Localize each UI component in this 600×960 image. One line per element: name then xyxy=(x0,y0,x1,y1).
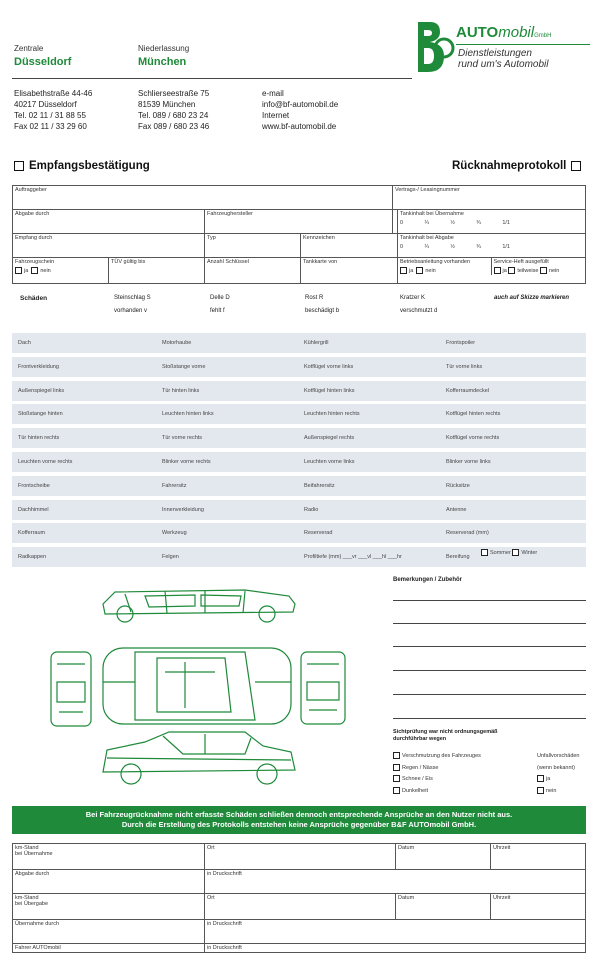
damage-row xyxy=(12,500,586,520)
niederlassung-city: München xyxy=(138,56,187,68)
damage-row xyxy=(12,452,586,472)
logo-brand-bold: AUTO xyxy=(456,24,499,41)
car-side-view-top xyxy=(103,590,295,622)
legend-verschmutzt: verschmutzt d xyxy=(400,308,438,314)
unfall-nein-checkbox[interactable] xyxy=(537,787,544,794)
field-km-uebergabe[interactable]: km-Stand bei Übergabe xyxy=(13,894,205,920)
address-line: info@bf-automobil.de xyxy=(262,100,339,109)
damage-row xyxy=(12,357,586,377)
damage-row xyxy=(12,381,586,401)
betriebsanleitung-nein-checkbox[interactable] xyxy=(416,267,423,274)
field-fahrzeugschein[interactable]: Fahrzeugschein ja nein xyxy=(13,258,109,284)
disclaimer-banner xyxy=(12,806,586,834)
damage-item[interactable]: Außenspiegel links xyxy=(18,387,65,394)
title-right-label: Rücknahmeprotokoll xyxy=(452,160,567,172)
fahrzeugschein-ja-checkbox[interactable] xyxy=(15,267,22,274)
legend-beschaedigt: beschädigt b xyxy=(305,308,340,314)
damage-item[interactable]: Dachhimmel xyxy=(18,506,49,513)
damage-item[interactable]: Beifahrersitz xyxy=(304,482,335,489)
address-line: Elisabethstraße 44-46 xyxy=(14,89,93,98)
damage-item[interactable]: Leuchten vorne rechts xyxy=(18,459,73,465)
car-top-view xyxy=(103,648,291,724)
address-block-niederlassung xyxy=(138,88,209,132)
disclaimer-line-1: Bei Fahrzeugrücknahme nicht erfasste Schäden schließen dennoch entsprechende Ansprüche an den Nutzer nicht aus. xyxy=(85,810,513,819)
damage-item[interactable]: Reserverad xyxy=(304,530,333,537)
car-side-view-bottom xyxy=(103,732,295,784)
field-ort-2[interactable]: Ort xyxy=(205,894,396,920)
damage-item[interactable]: Felgen xyxy=(162,554,179,561)
condition-checkbox[interactable] xyxy=(393,775,400,782)
remarks-title: Bemerkungen / Zubehör xyxy=(393,577,463,583)
field-uhrzeit-2[interactable]: Uhrzeit xyxy=(491,894,586,920)
damage-item[interactable]: Leuchten hinten links xyxy=(162,411,214,418)
field-km-uebernahme[interactable]: km-Stand bei Übernahme xyxy=(13,844,205,870)
damage-item[interactable]: Dach xyxy=(18,340,31,346)
legend-kratzer: Kratzer K xyxy=(400,295,426,301)
betriebsanleitung-ja-checkbox[interactable] xyxy=(400,267,407,274)
field-tankkarte[interactable]: Tankkarte von xyxy=(301,258,398,284)
logo-brand-italic: mobil xyxy=(498,24,535,41)
fahrzeugschein-nein-checkbox[interactable] xyxy=(31,267,38,274)
damage-row xyxy=(12,476,586,496)
unfall-ja-checkbox[interactable] xyxy=(537,775,544,782)
unfall-sub-label: (wenn bekannt) xyxy=(537,764,575,771)
address-line: Fax 02 11 / 33 29 60 xyxy=(14,122,87,131)
damage-item[interactable]: Fahrersitz xyxy=(162,482,187,489)
damage-item[interactable]: Innenverkleidung xyxy=(162,506,204,513)
damage-item[interactable]: Kotflügel vorne rechts xyxy=(446,435,500,442)
damage-item[interactable]: Tür hinten links xyxy=(162,387,200,394)
damage-item[interactable]: Blinker vorne links xyxy=(446,459,491,465)
sommer-label: Sommer xyxy=(490,549,511,556)
damage-item[interactable]: Außenspiegel rechts xyxy=(304,435,355,442)
bf-emblem-icon xyxy=(412,20,456,74)
field-tank-uebernahme[interactable]: Tankinhalt bei Übernahme 0 ¼ ½ ¾ 1/1 xyxy=(398,210,586,234)
damage-item[interactable]: Profiltiefe (mm) ___vr ___vl ___hl ___hr xyxy=(304,554,402,561)
field-tuev[interactable]: TÜV gültig bis xyxy=(109,258,205,284)
damage-item[interactable]: Leuchten vorne links xyxy=(304,459,355,465)
title-left-label: Empfangsbestätigung xyxy=(29,160,150,172)
tire-options xyxy=(481,549,537,556)
damage-item[interactable]: Tür vorne links xyxy=(446,363,483,370)
empfang-checkbox[interactable] xyxy=(14,161,24,171)
service-nein-checkbox[interactable] xyxy=(540,267,547,274)
address-line: www.bf-automobil.de xyxy=(262,122,337,131)
damage-item[interactable]: Tür vorne rechts xyxy=(162,435,203,442)
field-auftraggeber[interactable]: Auftraggeber xyxy=(13,186,393,210)
logo-brand-suffix: GmbH xyxy=(534,33,552,39)
field-ort-1[interactable]: Ort xyxy=(205,844,396,870)
condition-checkbox[interactable] xyxy=(393,752,400,759)
damage-row xyxy=(12,428,586,448)
field-kennzeichen[interactable]: Kennzeichen xyxy=(301,234,398,258)
address-block-zentrale xyxy=(14,88,92,132)
field-datum-2[interactable]: Datum xyxy=(396,894,491,920)
logo-tagline-2: rund um's Automobil xyxy=(458,59,549,70)
field-typ[interactable]: Typ xyxy=(205,234,301,258)
unfall-label: Unfallvorschäden xyxy=(537,753,580,759)
service-ja-checkbox[interactable] xyxy=(494,267,501,274)
address-line: Schlierseestraße 75 xyxy=(138,89,210,98)
field-uebernahme-durch[interactable]: Übernahme durch xyxy=(13,920,205,944)
address-block-contact xyxy=(262,88,338,132)
address-line: Internet xyxy=(262,111,290,120)
zentrale-city: Düsseldorf xyxy=(14,56,72,68)
damage-item[interactable]: Kotflügel hinten rechts xyxy=(446,411,501,418)
damage-item[interactable]: Frontscheibe xyxy=(18,482,50,489)
condition-list: Verschmutzung des Fahrzeuges Regen / Nässe Schnee / Eis Dunkelheit xyxy=(393,751,481,797)
field-vertragsnummer[interactable]: Vertrags-/ Leasingnummer xyxy=(393,186,586,210)
ruecknahme-checkbox[interactable] xyxy=(571,161,581,171)
damage-row xyxy=(12,523,586,543)
field-betriebsanleitung[interactable]: Betriebsanleitung vorhanden ja nein xyxy=(398,258,492,275)
damage-item[interactable]: Blinker vorne rechts xyxy=(162,459,211,465)
field-empfang-durch[interactable]: Empfang durch xyxy=(13,234,205,258)
unfall-block: Unfallvorschäden (wenn bekannt) ja nein xyxy=(537,753,580,794)
field-uhrzeit-1[interactable]: Uhrzeit xyxy=(491,844,586,870)
car-diagram[interactable] xyxy=(45,582,357,792)
field-abgabe-durch-footer[interactable]: Abgabe durch xyxy=(13,870,205,894)
field-anzahl-schluessel[interactable]: Anzahl Schlüssel xyxy=(205,258,301,284)
title-ruecknahmeprotokoll xyxy=(452,160,581,172)
condition-checkbox[interactable] xyxy=(393,764,400,771)
logo-tagline-1: Dienstleistungen xyxy=(458,48,532,59)
field-druckschrift-2[interactable]: in Druckschrift xyxy=(205,920,586,944)
address-line: Fax 089 / 680 23 46 xyxy=(138,122,210,131)
winter-checkbox[interactable] xyxy=(512,549,519,556)
field-druckschrift-1[interactable]: in Druckschrift xyxy=(205,870,586,894)
damage-item[interactable]: Kühlergrill xyxy=(304,340,329,346)
legend-steinschlag: Steinschlag S xyxy=(114,295,151,301)
damage-item[interactable]: Werkzeug xyxy=(162,530,187,537)
damage-item[interactable]: Kotflügel vorne links xyxy=(304,363,354,370)
field-service-heft[interactable]: Service-Heft ausgefüllt ja teilweise nein xyxy=(493,259,560,274)
damage-item[interactable]: Reserverad (mm) xyxy=(446,530,489,537)
damage-item[interactable]: Stoßstange vorne xyxy=(162,363,206,370)
damage-item[interactable]: Frontverkleidung xyxy=(18,363,59,370)
damage-item[interactable]: Rücksitze xyxy=(446,482,470,489)
damage-item[interactable]: Motorhaube xyxy=(162,340,192,346)
damage-item[interactable]: Stoßstange hinten xyxy=(18,411,63,418)
damage-item[interactable]: Frontspoiler xyxy=(446,340,476,346)
legend-rost: Rost R xyxy=(305,295,324,301)
sommer-checkbox[interactable] xyxy=(481,549,488,556)
field-tank-abgabe[interactable]: Tankinhalt bei Abgabe 0 ¼ ½ ¾ 1/1 xyxy=(398,234,586,258)
address-line: Tel. 02 11 / 31 88 55 xyxy=(14,111,86,120)
legend-fehlt: fehlt f xyxy=(210,308,225,314)
disclaimer-line-2: Durch die Erstellung des Protokolls entstehen keine Ansprüche gegenüber B&F AUTOmobil GmbH. xyxy=(121,820,477,829)
car-rear-view xyxy=(301,652,345,724)
condition-checkbox[interactable] xyxy=(393,787,400,794)
damage-item[interactable]: Kofferraumdeckel xyxy=(446,387,490,394)
damage-item[interactable]: Kofferraum xyxy=(18,530,46,537)
service-teilweise-checkbox[interactable] xyxy=(508,267,515,274)
field-fahrzeughersteller[interactable]: Fahrzeughersteller xyxy=(205,210,393,234)
damage-item[interactable]: Radio xyxy=(304,506,319,513)
niederlassung-label: Niederlassung xyxy=(138,44,190,53)
vehicle-form-table xyxy=(12,185,586,284)
winter-label: Winter xyxy=(521,549,538,556)
damage-row xyxy=(12,333,586,353)
company-logo xyxy=(412,18,590,80)
field-datum-1[interactable]: Datum xyxy=(396,844,491,870)
field-fahrer[interactable]: Fahrer AUTOmobil xyxy=(13,944,205,953)
damage-item[interactable]: Antenne xyxy=(446,506,467,513)
field-abgabe-durch[interactable]: Abgabe durch xyxy=(13,210,205,234)
damage-item[interactable]: Radkappen xyxy=(18,554,47,561)
address-line: 81539 München xyxy=(138,100,196,109)
damage-item[interactable]: Tür hinten rechts xyxy=(18,435,60,442)
address-line: 40217 Düsseldorf xyxy=(14,100,77,109)
sicht-title: Sichtprüfung war nicht ordnungsgemäß durchführbar wegen xyxy=(393,729,498,742)
damage-item[interactable]: Leuchten hinten rechts xyxy=(304,411,360,418)
car-front-view xyxy=(51,652,91,726)
legend-delle: Delle D xyxy=(210,295,230,301)
damage-item[interactable]: Kotflügel hinten links xyxy=(304,387,355,394)
legend-schaeden: Schäden xyxy=(20,295,48,302)
address-line: e-mail xyxy=(262,89,284,98)
field-druckschrift-3[interactable]: in Druckschrift xyxy=(205,944,586,953)
damage-row xyxy=(12,404,586,424)
title-empfangsbestaetigung xyxy=(14,160,150,172)
legend-skizze: auch auf Skizze markieren xyxy=(494,295,570,301)
signature-table xyxy=(12,843,586,953)
damage-item[interactable]: Bereifung xyxy=(446,554,470,561)
legend-vorhanden: vorhanden v xyxy=(114,308,148,314)
zentrale-label: Zentrale xyxy=(14,44,44,53)
address-line: Tel. 089 / 680 23 24 xyxy=(138,111,209,120)
